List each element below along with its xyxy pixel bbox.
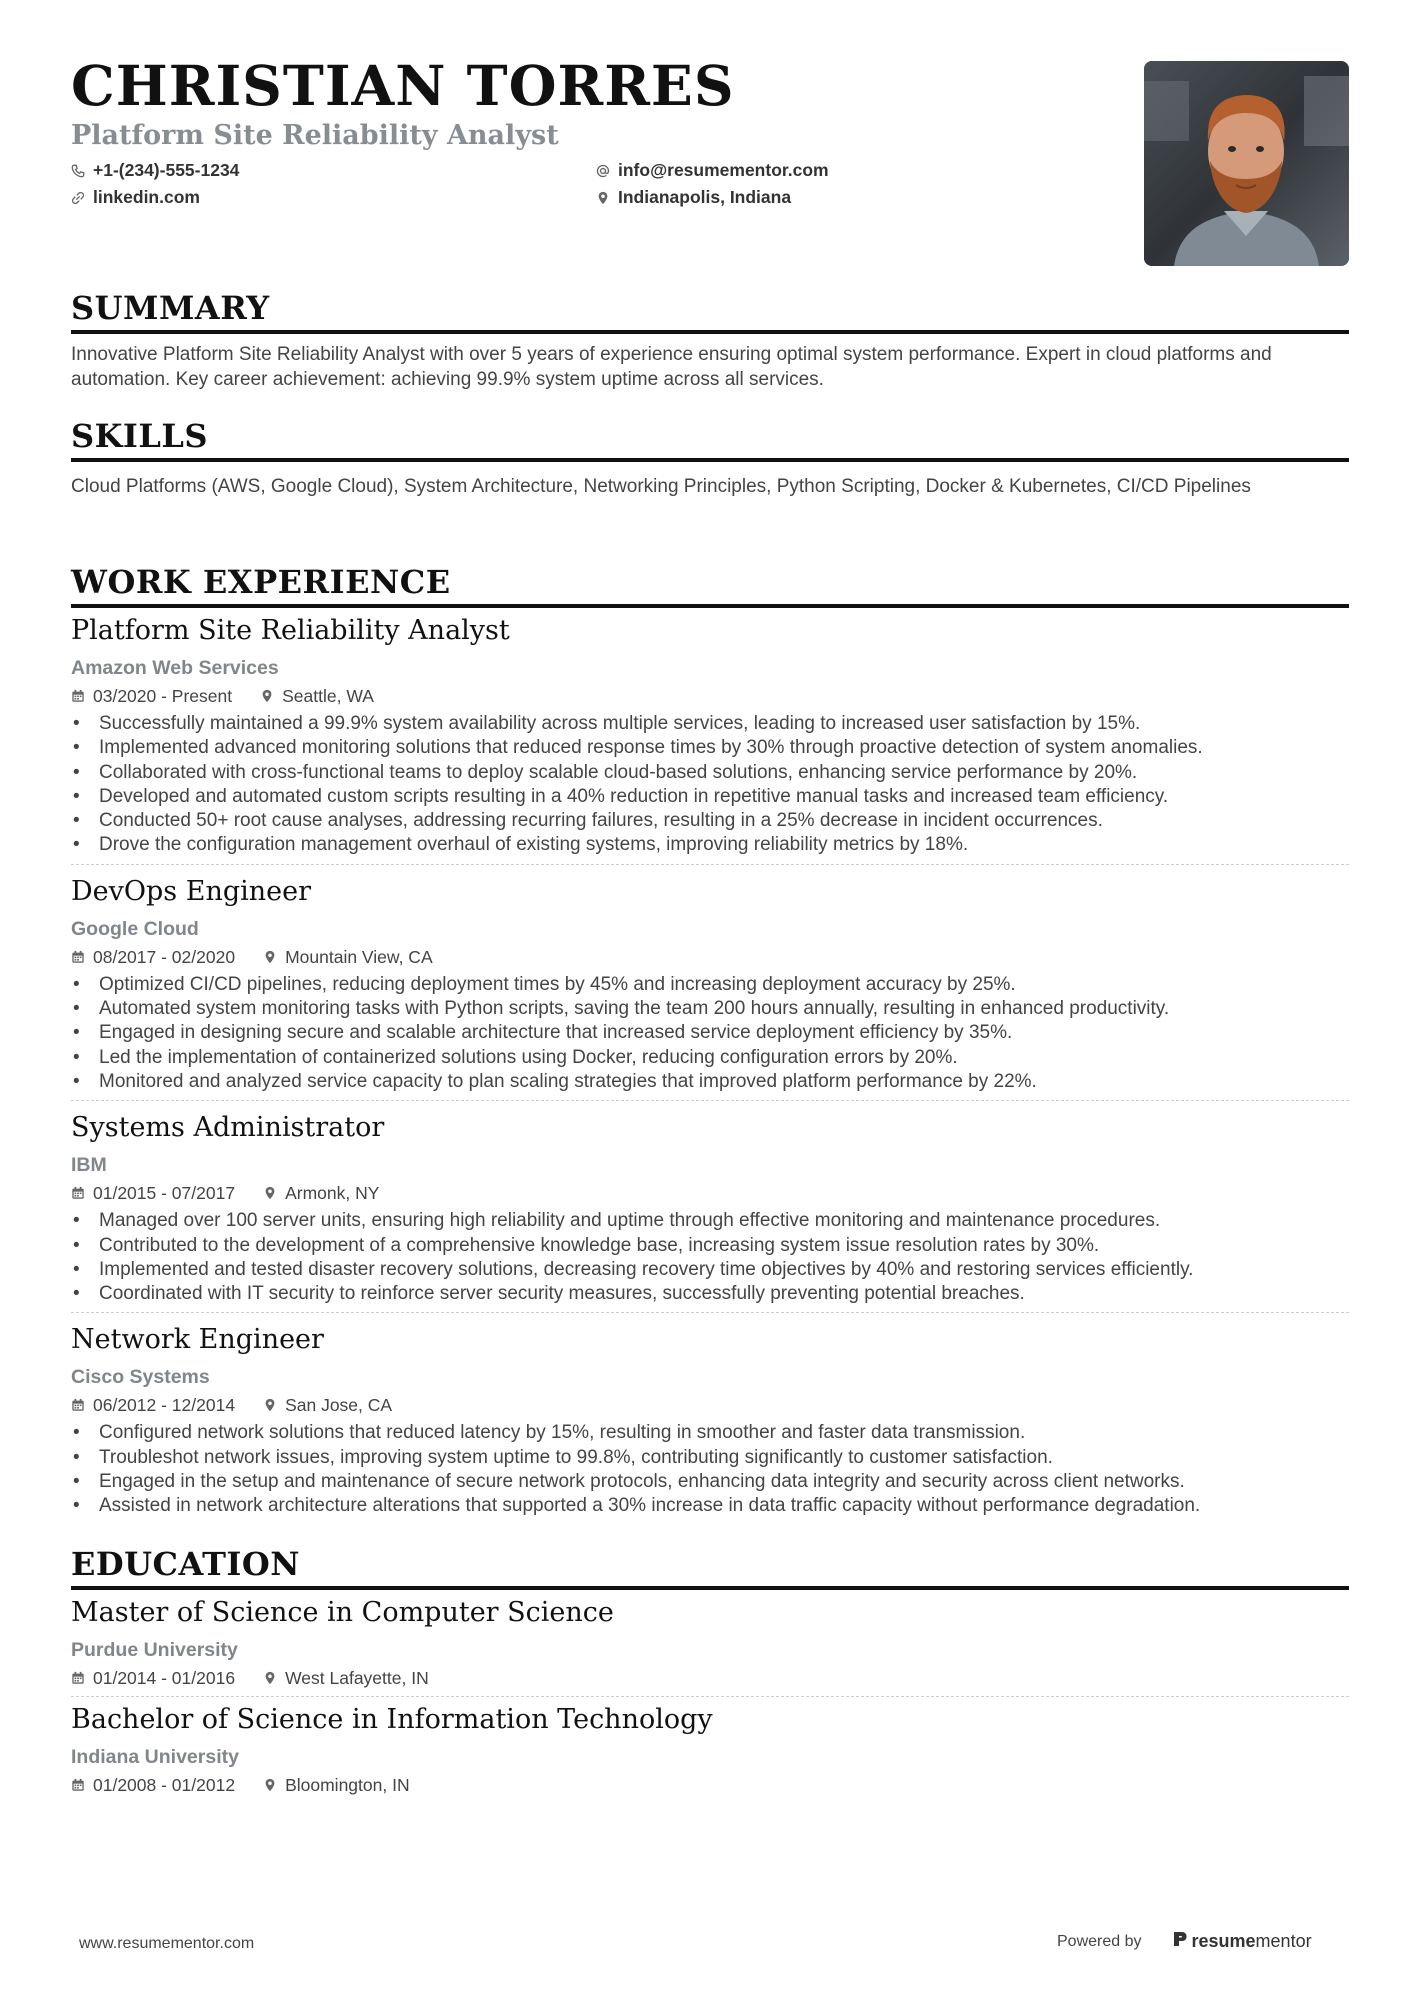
job-location [263,1393,392,1417]
job-meta [71,1181,1349,1205]
job-dates [71,1181,235,1205]
summary-section [71,289,1349,392]
calendar-icon [71,1398,85,1412]
school-name: Indiana University [71,1746,239,1768]
job-bullet: • Drove the configuration management overhaul of existing systems, improving reliability metrics by 18%. [71,833,1349,857]
company-name: Amazon Web Services [71,657,279,679]
job-bullets [71,1421,1349,1518]
location-text: Indianapolis, Indiana [618,187,792,207]
calendar-icon [71,1671,85,1685]
job-location [263,1181,379,1205]
education-section [71,1545,1349,1809]
resume-page [71,0,1349,1795]
education-dates [71,1666,235,1690]
brand-name-light: mentor [1255,1931,1312,1951]
contact-location [596,189,791,207]
contact-email[interactable] [596,162,829,180]
brand-name-bold: resume [1191,1931,1256,1951]
education-heading: EDUCATION [71,1548,1349,1590]
education-dates [71,1773,235,1797]
job-bullet: • Developed and automated custom scripts resulting in a 40% reduction in repetitive manual tasks and increased team efficiency. [71,785,1349,809]
job-location-text: Mountain View, CA [285,946,433,967]
map-pin-icon [596,191,610,205]
powered-by-label: Powered by [1057,1932,1142,1950]
summary-text: Innovative Platform Site Reliability Analyst with over 5 years of experience ensuring optimal system performance. Expert in cloud platforms and automation. Key career achievement: achieving 99.9% system uptime across all services. [71,344,1272,390]
job-location [260,684,374,708]
job-dates [71,945,235,969]
contact-phone[interactable] [71,162,239,180]
job-bullets [71,1209,1349,1306]
job-bullet: • Optimized CI/CD pipelines, reducing deployment times by 45% and increasing deployment accuracy by 25%. [71,973,1349,997]
brand-logo[interactable] [1172,1930,1312,1953]
summary-heading: SUMMARY [71,292,1349,334]
map-pin-icon [263,950,277,964]
job-meta [71,684,1349,708]
job-bullet: • Managed over 100 server units, ensuring high reliability and uptime through effective monitoring and maintenance procedures. [71,1209,1349,1233]
job-title: Network Engineer [71,1324,324,1356]
job-location-text: Armonk, NY [285,1183,380,1204]
map-pin-icon [263,1186,277,1200]
job-bullet: • Implemented advanced monitoring solutions that reduced response times by 30% through proactive detection of system anomalies. [71,736,1349,760]
job-dates-text: 01/2015 - 07/2017 [93,1183,236,1204]
company-name: Google Cloud [71,917,199,940]
job-bullet: • Conducted 50+ root cause analyses, addressing recurring failures, resulting in a 25% decrease in incident occurrences. [71,809,1349,833]
job-bullet: • Engaged in the setup and maintenance of secure network protocols, enhancing data integrity and security across client networks. [71,1470,1349,1494]
job-location-text: San Jose, CA [285,1395,393,1416]
education-meta [71,1666,1349,1690]
job-bullet: • Contributed to the development of a comprehensive knowledge base, increasing system issue resolution rates by 30%. [71,1234,1349,1258]
job-bullet: • Collaborated with cross-functional teams to deploy scalable cloud-based solutions, enhancing service performance by 20%. [71,761,1349,785]
contact-linkedin[interactable] [71,189,200,207]
job-dates-text: 06/2012 - 12/2014 [93,1395,236,1416]
map-pin-icon [260,689,274,703]
job-bullet: • Successfully maintained a 99.9% system availability across multiple services, leading to increased user satisfaction by 15%. [71,712,1349,736]
education-location-text: Bloomington, IN [285,1775,410,1795]
job-bullet: • Troubleshot network issues, improving system uptime to 99.8%, contributing significantly to customer satisfaction. [71,1446,1349,1470]
company-name: Cisco Systems [71,1366,210,1389]
job-bullet: • Led the implementation of containerized solutions using Docker, reducing configuration errors by 20%. [71,1046,1349,1070]
calendar-icon [71,689,85,703]
calendar-icon [71,1186,85,1200]
job-dates-text: 08/2017 - 02/2020 [93,946,236,967]
brand-mark-icon [1172,1930,1188,1953]
job-meta [71,945,1349,969]
calendar-icon [71,950,85,964]
education-dates-text: 01/2008 - 01/2012 [93,1775,236,1795]
job-bullet: • Automated system monitoring tasks with Python scripts, saving the team 200 hours annually, resulting in enhanced productivity. [71,997,1349,1021]
degree-title: Master of Science in Computer Science [71,1597,614,1628]
education-meta [71,1773,1349,1797]
linkedin-text: linkedin.com [93,187,200,207]
map-pin-icon [263,1671,277,1685]
at-icon [596,164,610,178]
job-location [263,945,433,969]
job-dates-text: 03/2020 - Present [93,686,233,706]
job-bullet: • Implemented and tested disaster recovery solutions, decreasing recovery time objectives by 40% and restoring services efficiently. [71,1258,1349,1282]
education-location [263,1666,429,1690]
job-bullet: • Monitored and analyzed service capacity to plan scaling strategies that improved platform performance by 22%. [71,1070,1349,1094]
footer-powered-by [1057,1930,1312,1953]
work-experience-section [71,563,1349,1535]
job-meta [71,1393,1349,1417]
calendar-icon [71,1778,85,1792]
phone-text: +1-(234)-555-1234 [93,160,240,180]
job-bullet: • Configured network solutions that reduced latency by 15%, resulting in smoother and faster data transmission. [71,1421,1349,1445]
education-location [263,1773,410,1797]
candidate-headline: Platform Site Reliability Analyst [71,120,559,151]
candidate-name: CHRISTIAN TORRES [71,53,735,118]
job-title: DevOps Engineer [71,875,312,907]
job-entry [71,1111,1349,1313]
education-entry [71,1703,1349,1803]
link-icon [71,191,85,205]
work-experience-heading: WORK EXPERIENCE [71,566,1349,608]
skills-section [71,417,1349,499]
job-bullets [71,973,1349,1094]
phone-icon [71,164,85,178]
job-location-text: Seattle, WA [282,686,374,706]
job-title: Platform Site Reliability Analyst [71,615,510,646]
school-name: Purdue University [71,1639,238,1661]
profile-photo [1144,61,1349,266]
job-entry [71,875,1349,1101]
skills-heading: SKILLS [71,420,1349,462]
company-name: IBM [71,1154,107,1177]
job-dates [71,1393,235,1417]
job-entry [71,1323,1349,1524]
footer-website-link[interactable]: www.resumementor.com [79,1935,255,1952]
education-entry [71,1596,1349,1697]
job-dates [71,684,232,708]
job-entry [71,614,1349,865]
map-pin-icon [263,1778,277,1792]
education-dates-text: 01/2014 - 01/2016 [93,1668,236,1688]
map-pin-icon [263,1398,277,1412]
education-location-text: West Lafayette, IN [285,1668,429,1688]
job-bullet: • Engaged in designing secure and scalable architecture that increased service deployment efficiency by 35%. [71,1021,1349,1045]
job-bullet: • Coordinated with IT security to reinforce server security measures, successfully preventing potential breaches. [71,1282,1349,1306]
email-text: info@resumementor.com [618,160,829,180]
job-title: Systems Administrator [71,1112,385,1144]
job-bullet: • Assisted in network architecture alterations that supported a 30% increase in data traffic capacity without performance degradation. [71,1494,1349,1518]
skills-text: Cloud Platforms (AWS, Google Cloud), System Architecture, Networking Principles, Python Scripting, Docker & Kubernetes, CI/CD Pipelines [71,476,1251,497]
resume-header [71,0,1349,285]
degree-title: Bachelor of Science in Information Technology [71,1704,713,1735]
job-bullets [71,712,1349,858]
